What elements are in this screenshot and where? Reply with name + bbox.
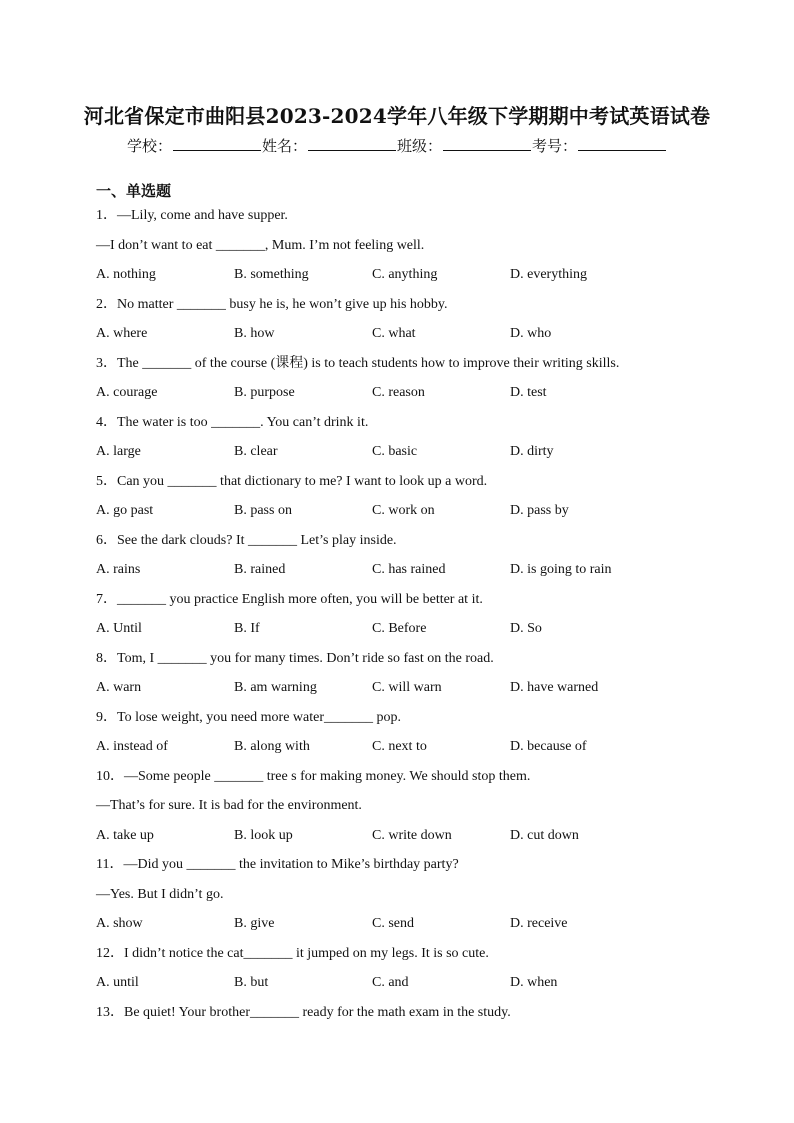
- question-dialogue-line: —I don’t want to eat _______, Mum. I’m not feeling well.: [96, 237, 425, 253]
- option-row: [96, 732, 756, 762]
- page-title: 河北省保定市曲阳县2023-2024学年八年级下学期期中考试英语试卷: [83, 104, 711, 128]
- question-stem: 10．—Some people _______ tree s for making money. We should stop them.: [96, 768, 531, 784]
- option-row: [96, 673, 756, 703]
- option-row: [96, 496, 756, 526]
- question-stem: 9．To lose weight, you need more water_______ pop.: [96, 709, 402, 725]
- answer-option[interactable]: A. Until: [96, 621, 142, 636]
- question-stem: 4．The water is too _______. You can’t drink it.: [96, 414, 369, 430]
- school-label: 学校：: [126, 137, 172, 155]
- answer-option[interactable]: A. where: [96, 326, 148, 341]
- name-label: 姓名：: [261, 137, 307, 155]
- answer-option[interactable]: C. work on: [372, 503, 435, 518]
- question-stem: 13．Be quiet! Your brother_______ ready for the math exam in the study.: [96, 1004, 511, 1020]
- answer-option[interactable]: C. next to: [372, 739, 427, 754]
- option-row: [96, 821, 756, 851]
- answer-option[interactable]: A. go past: [96, 503, 154, 518]
- option-row: [96, 260, 756, 290]
- answer-option[interactable]: C. Before: [372, 621, 427, 636]
- answer-option[interactable]: D. have warned: [510, 680, 599, 695]
- option-row: [96, 319, 756, 349]
- answer-option[interactable]: A. courage: [96, 385, 158, 400]
- school-blank[interactable]: [173, 136, 261, 151]
- class-blank[interactable]: [443, 136, 531, 151]
- answer-option[interactable]: D. receive: [510, 916, 568, 931]
- question-stem: 6．See the dark clouds? It _______ Let’s play inside.: [96, 532, 397, 548]
- option-row: [96, 909, 756, 939]
- answer-option[interactable]: A. show: [96, 916, 143, 931]
- option-row: [96, 614, 756, 644]
- answer-option[interactable]: D. when: [510, 975, 558, 990]
- answer-option[interactable]: D. So: [510, 621, 542, 636]
- question-dialogue-line: —Yes. But I didn’t go.: [96, 886, 224, 902]
- question-stem: 12．I didn’t notice the cat_______ it jumped on my legs. It is so cute.: [96, 945, 489, 961]
- answer-option[interactable]: A. rains: [96, 562, 141, 577]
- option-row: [96, 555, 756, 585]
- answer-option[interactable]: C. write down: [372, 827, 452, 843]
- answer-option[interactable]: D. dirty: [510, 444, 554, 459]
- answer-option[interactable]: C. what: [372, 326, 416, 341]
- answer-option[interactable]: D. pass by: [510, 503, 569, 518]
- question-stem: 3．The _______ of the course (课程) is to teach students how to improve their writing skills.: [96, 355, 620, 371]
- answer-option[interactable]: D. is going to rain: [510, 562, 612, 577]
- answer-option[interactable]: C. send: [372, 916, 414, 931]
- question-stem: 11．—Did you _______ the invitation to Mike’s birthday party?: [96, 857, 459, 872]
- answer-option[interactable]: D. cut down: [510, 827, 579, 843]
- answer-option[interactable]: C. basic: [372, 444, 418, 459]
- exam-number-blank[interactable]: [578, 136, 666, 151]
- answer-option[interactable]: D. test: [510, 385, 547, 400]
- option-row: [96, 378, 756, 408]
- answer-option[interactable]: A. large: [96, 444, 141, 459]
- option-row: [96, 968, 756, 998]
- answer-option[interactable]: D. who: [510, 326, 552, 341]
- answer-option[interactable]: A. until: [96, 975, 139, 990]
- answer-option[interactable]: C. and: [372, 975, 409, 990]
- answer-option[interactable]: C. will warn: [372, 680, 442, 695]
- question-dialogue-line: —That’s for sure. It is bad for the environment.: [96, 798, 362, 813]
- answer-option[interactable]: B. purpose: [234, 385, 295, 400]
- answer-option[interactable]: B. If: [234, 621, 260, 636]
- answer-option[interactable]: A. nothing: [96, 267, 156, 282]
- answer-option[interactable]: B. look up: [234, 827, 293, 843]
- answer-option[interactable]: B. along with: [234, 739, 310, 754]
- answer-option[interactable]: A. warn: [96, 680, 142, 695]
- answer-option[interactable]: C. reason: [372, 385, 425, 400]
- answer-option[interactable]: B. give: [234, 916, 275, 931]
- question-list: [96, 201, 756, 1027]
- answer-option[interactable]: B. rained: [234, 562, 286, 577]
- answer-option[interactable]: B. pass on: [234, 503, 292, 518]
- exam-number-label: 考号：: [532, 137, 578, 155]
- question-stem: 2．No matter _______ busy he is, he won’t give up his hobby.: [96, 296, 448, 312]
- student-info-line: [0, 135, 794, 156]
- answer-option[interactable]: B. but: [234, 975, 269, 990]
- question-stem: 7．_______ you practice English more often, you will be better at it.: [96, 591, 483, 607]
- section-title: 一、单选题: [96, 182, 172, 200]
- question-stem: 5．Can you _______ that dictionary to me? I want to look up a word.: [96, 473, 488, 489]
- question-stem: 1．—Lily, come and have supper.: [96, 208, 288, 223]
- answer-option[interactable]: B. how: [234, 326, 275, 341]
- answer-option[interactable]: D. because of: [510, 739, 587, 754]
- answer-option[interactable]: C. anything: [372, 267, 438, 282]
- name-blank[interactable]: [308, 136, 396, 151]
- question-stem: 8．Tom, I _______ you for many times. Don’t ride so fast on the road.: [96, 650, 494, 666]
- answer-option[interactable]: B. something: [234, 267, 309, 282]
- class-label: 班级：: [397, 137, 443, 155]
- answer-option[interactable]: B. clear: [234, 444, 278, 459]
- answer-option[interactable]: D. everything: [510, 267, 587, 282]
- answer-option[interactable]: C. has rained: [372, 562, 446, 577]
- answer-option[interactable]: A. instead of: [96, 739, 168, 754]
- option-row: [96, 437, 756, 467]
- answer-option[interactable]: A. take up: [96, 827, 154, 843]
- answer-option[interactable]: B. am warning: [234, 680, 317, 695]
